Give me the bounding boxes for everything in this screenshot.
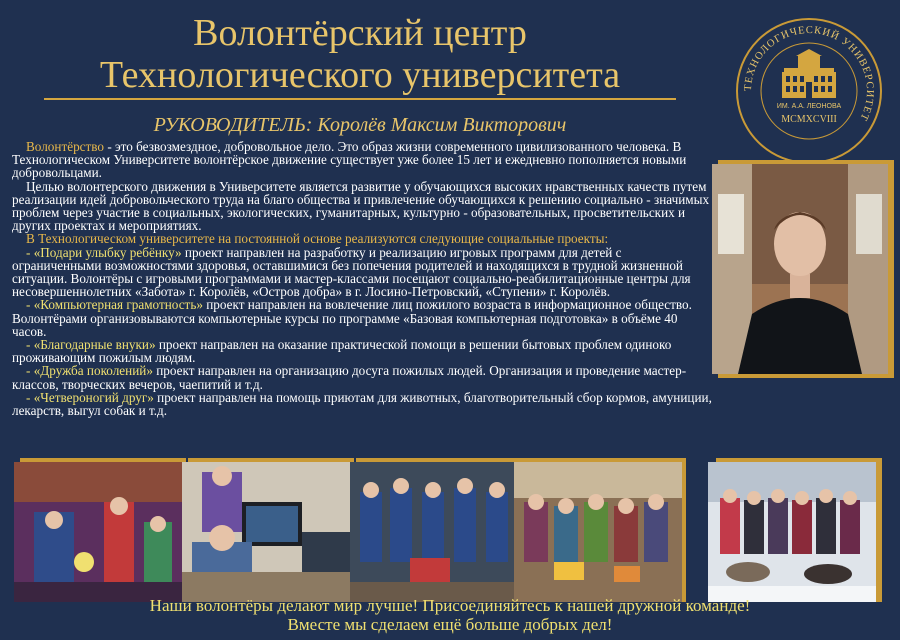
intro-paragraph-2: Целью волонтерского движения в Университете является развитие у обучающихся высоких нравственных качеств путем реализации идей добровольческого труда на благо общества и привлечение обучающихся к решению социально - значимых проблем через участие в социальных, экологических, гуманитарных, культурно - образовательных, просветительских и других проектах и мероприятиях. xyxy=(12,178,710,234)
project-4 xyxy=(12,364,712,390)
intro-text-1: - это безвозмездное, добровольное дело. Это образ жизни современного цивилизованного человека. В Технологическом Университете волонтёрское движение существует уже более 15 лет и ежедневно пополняется новыми добровольцами. xyxy=(12,139,687,181)
seal-name: ИМ. А.А. ЛЕОНОВА xyxy=(776,103,842,110)
intro-term: Волонтёрство xyxy=(26,139,105,154)
project-3-text: проект направлен на оказание практической помощи в решении бытовых проблем одиноко проживающим пожилым людям. xyxy=(12,337,672,366)
project-5-name: - «Четвероногий друг» xyxy=(26,389,154,405)
seal-year: MCMXCVIII xyxy=(781,114,837,125)
photo-animal-shelter xyxy=(708,462,876,602)
project-1 xyxy=(12,246,712,299)
project-2 xyxy=(12,298,712,338)
projects-heading: В Технологическом университете на постоянной основе реализуются следующие социальные проекты: xyxy=(26,231,609,247)
seal-ring-text: ТЕХНОЛОГИЧЕСКИЙ УНИВЕРСИТЕТ xyxy=(742,24,876,123)
title-divider xyxy=(44,98,676,100)
project-1-text: проект направлен на разработку и реализацию игровых программ для детей с ограниченными возможностями здоровья, оставшимися без попечения родителей и находящихся в трудной жизненной ситуации. Волонтёры с игровыми программами и мастер-классами посещают социально-реабилитационные центры для несовершеннолетних «Забота» г. Королёв, «Остров добра» в г. Лосино-Петровский, «Ступени» г. Королёв. xyxy=(12,244,691,300)
footer-line-1: Наши волонтёры делают мир лучше! Присоединяйтесь к нашей дружной команде! xyxy=(149,596,751,615)
project-4-text: проект направлен на организацию досуга пожилых людей. Организация и проведение мастер-классов, творческих вечеров, чаепитий и т.д. xyxy=(12,363,687,392)
project-2-name: - «Компьютерная грамотность» xyxy=(26,297,203,313)
body-text xyxy=(12,140,712,417)
project-5-text: проект направлен на помощь приютам для животных, благотворительный сбор кормов, амуниции, лекарств, выгул собак и т.д. xyxy=(12,389,712,419)
project-5 xyxy=(12,391,712,417)
building-icon xyxy=(782,49,836,98)
photo-volunteer-team xyxy=(350,462,518,602)
project-4-name: - «Дружба поколений» xyxy=(26,363,153,379)
leader-portrait-photo xyxy=(712,164,888,374)
university-seal-logo xyxy=(734,16,884,166)
photo-computer-class xyxy=(182,462,350,602)
photo-elderly-group xyxy=(514,462,682,602)
project-3 xyxy=(12,338,712,364)
project-3-name: - «Благодарные внуки» xyxy=(26,337,156,353)
footer-slogan xyxy=(0,596,900,634)
project-2-text: проект направлен на вовлечение лиц пожилого возраста в информационное общество. Волонтёрами организовываются компьютерные курсы по программе «Базовая компьютерная подготовка» в объёме 40 часов. xyxy=(12,297,692,339)
project-1-name: - «Подари улыбку ребёнку» xyxy=(26,244,182,260)
photo-children-event xyxy=(14,462,182,602)
title-line-2: Технологического университета xyxy=(99,54,621,96)
intro-paragraph-1 xyxy=(12,140,712,180)
title-line-1: Волонтёрский центр xyxy=(193,12,527,54)
footer-line-2: Вместе мы сделаем ещё больше добрых дел! xyxy=(287,615,613,634)
page-title xyxy=(40,12,680,96)
leader-line: РУКОВОДИТЕЛЬ: Королёв Максим Викторович xyxy=(153,114,567,136)
